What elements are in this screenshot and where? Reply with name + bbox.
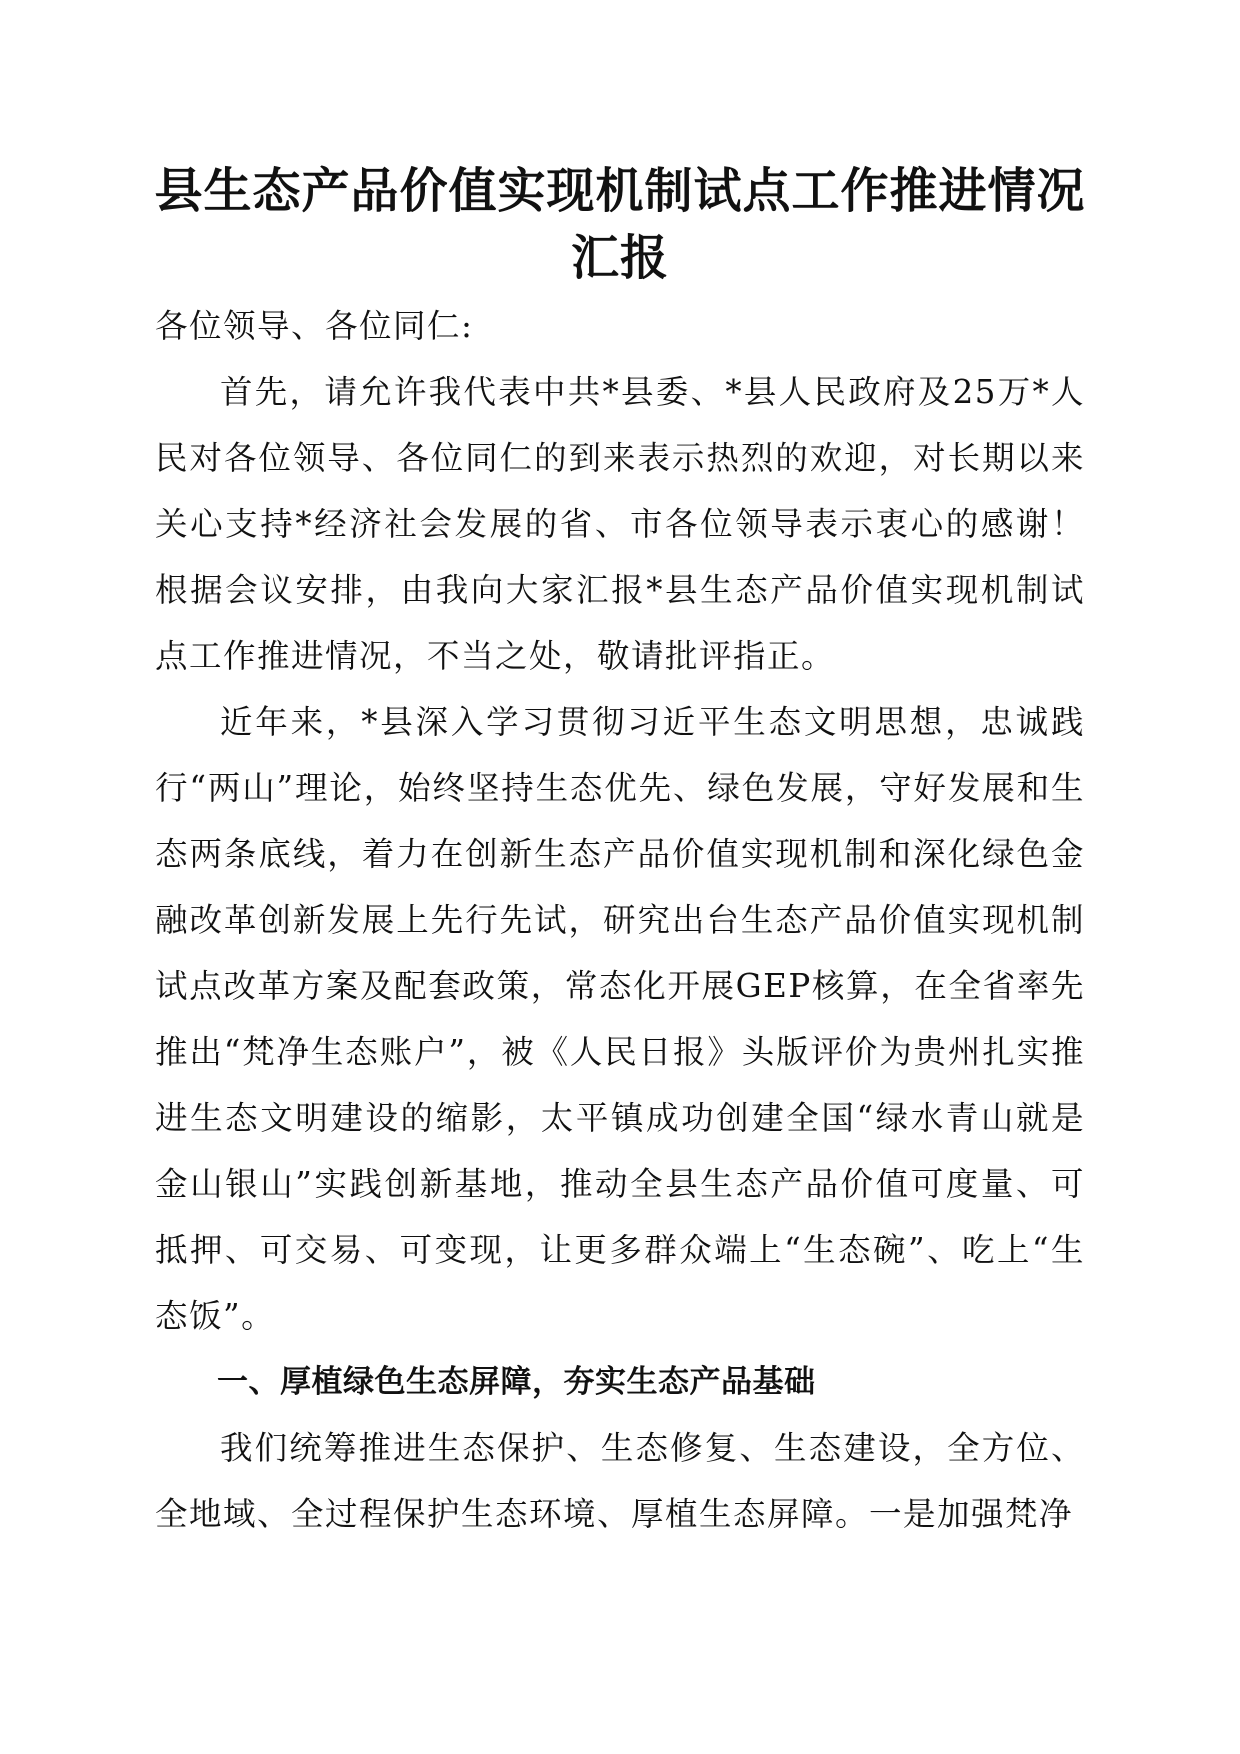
paragraph-overview: 近年来，*县深入学习贯彻习近平生态文明思想，忠诚践行“两山”理论，始终坚持生态优先、绿色发展，守好发展和生态两条底线，着力在创新生态产品价值实现机制和深化绿色金融改革创新发展上先行先试，研究出台生态产品价值实现机制试点改革方案及配套政策，常态化开展GEP核算，在全省率先推出“梵净生态账户”，被《人民日报》头版评价为贵州扎实推进生态文明建设的缩影，太平镇成功创建全国“绿水青山就是金山银山”实践创新基地，推动全县生态产品价值可度量、可抵押、可交易、可变现，让更多群众端上“生态碗”、吃上“生态饭”。	[155, 703, 1085, 1335]
document-body	[155, 293, 1085, 1547]
section-heading: 一、厚植绿色生态屏障，夯实生态产品基础	[217, 1364, 816, 1400]
section-paragraph: 我们统筹推进生态保护、生态修复、生态建设，全方位、全地域、全过程保护生态环境、厚植生态屏障。一是加强梵净	[155, 1429, 1085, 1533]
document-title: 县生态产品价值实现机制试点工作推进情况汇报	[154, 163, 1086, 286]
salutation: 各位领导、各位同仁:	[155, 307, 474, 345]
paragraph-opening: 首先，请允许我代表中共*县委、*县人民政府及25万*人民对各位领导、各位同仁的到来表示热烈的欢迎，对长期以来关心支持*经济社会发展的省、市各位领导表示衷心的感谢！根据会议安排，由我向大家汇报*县生态产品价值实现机制试点工作推进情况，不当之处，敬请批评指正。	[155, 373, 1085, 675]
